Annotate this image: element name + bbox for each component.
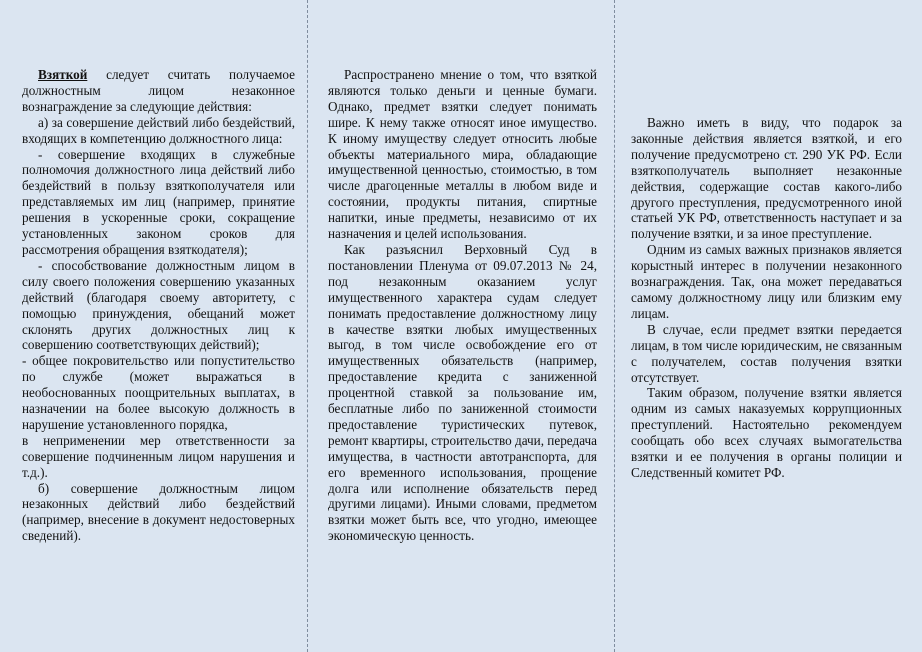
item-patronage: - общее покровительство или попустительство по службе (может выражаться в необоснованных поощрительных выплатах, в назначении на более высокую должность в нарушение установленного порядка,	[22, 353, 295, 432]
column-2-bribe-subject	[328, 67, 597, 544]
gift-paragraph: Важно иметь в виду, что подарок за законные действия является взяткой, и его получение предусмотрено ст. 290 УК РФ. Если взяткополучатель выполняет незаконные действия, содержащие состав какого-либо другого преступления, предусмотренного иной статьей УК РФ, ответственность наступает и за получение взятки, и за иное преступление.	[631, 115, 902, 242]
point-a-paragraph: а) за совершение действий либо бездействий, входящих в компетенцию должностного лица:	[22, 114, 295, 146]
bribe-term: Взяткой	[38, 67, 88, 82]
column-1-bribe-definition	[22, 67, 295, 544]
supreme-court-paragraph: Как разъяснил Верховный Суд в постановлении Пленума от 09.07.2013 № 24, под незаконным оказанием услуг имущественного характера судам следует понимать предоставление должностному лицу в качестве взятки любых имущественных выгод, в том числе освобождение его от имущественных обязательств (например, предоставление кредита с заниженной процентной ставкой за пользование им, бесплатные либо по заниженной стоимости предоставление туристических путевок, ремонт квартиры, строительство дачи, передача имущества, в частности автотранспорта, для его временного использования, прощение долга или исполнение обязательств перед другими лицами). Иными словами, предметом взятки может быть все, что угодно, имеющее экономическую ценность.	[328, 241, 598, 544]
column-3-liability	[631, 115, 902, 481]
bribe-subject-paragraph: Распространено мнение о том, что взяткой являются только деньги и ценные бумаги. Однако, предмет взятки следует понимать шире. К нему также относят иное имущество. К иному имуществу следует относить любые объекты материального мира, обладающие имущественной ценностью, стоимостью, в том числе драгоценные металлы в любом виде и состоянии, продукты питания, спиртные напитки, иные предметы, независимо от их назначения и целей использования.	[328, 67, 597, 242]
conclusion-paragraph: Таким образом, получение взятки является одним из самых наказуемых коррупционных преступлений. Настоятельно рекомендуем сообщать обо всех случаях вымогательства взятки и ее получения в органы полиции и Следственный комитет РФ.	[631, 385, 902, 480]
item-patronage-continued: в неприменении мер ответственности за совершение подчиненным лицом нарушения и т.д.).	[22, 432, 295, 480]
fold-divider-left	[307, 0, 308, 652]
fold-divider-right	[614, 0, 615, 652]
third-party-paragraph: В случае, если предмет взятки передается лицам, в том числе юридическим, не связанным с получателем, состав получения взятки отсутствует.	[631, 321, 902, 385]
item-service-actions: - совершение входящих в служебные полномочия должностного лица действий либо бездействий в пользу взяткополучателя или представляемых им лиц (например, принятие решения в ускоренные сроки, сокращение установленных законом сроков для рассмотрения обращения взяткодателя);	[22, 146, 295, 257]
bribe-definition-paragraph	[22, 67, 295, 115]
item-facilitation: - способствование должностным лицом в силу своего положения совершению указанных действий (благодаря своему авторитету, с помощью принуждения, обещаний может склонять других должностных лиц к совершению соответствующих действий);	[22, 257, 295, 353]
self-interest-paragraph: Одним из самых важных признаков является корыстный интерес в получении незаконного вознаграждения. Так, она может передаваться самому должностному лицу или близким ему лицам.	[631, 242, 902, 321]
bribe-definition-text: следует считать получаемое должностным лицом незаконное вознаграждение за следующие действия:	[22, 67, 295, 114]
point-b-paragraph: б) совершение должностным лицом незаконных действий либо бездействий (например, внесение в документ недостоверных сведений).	[22, 480, 295, 544]
